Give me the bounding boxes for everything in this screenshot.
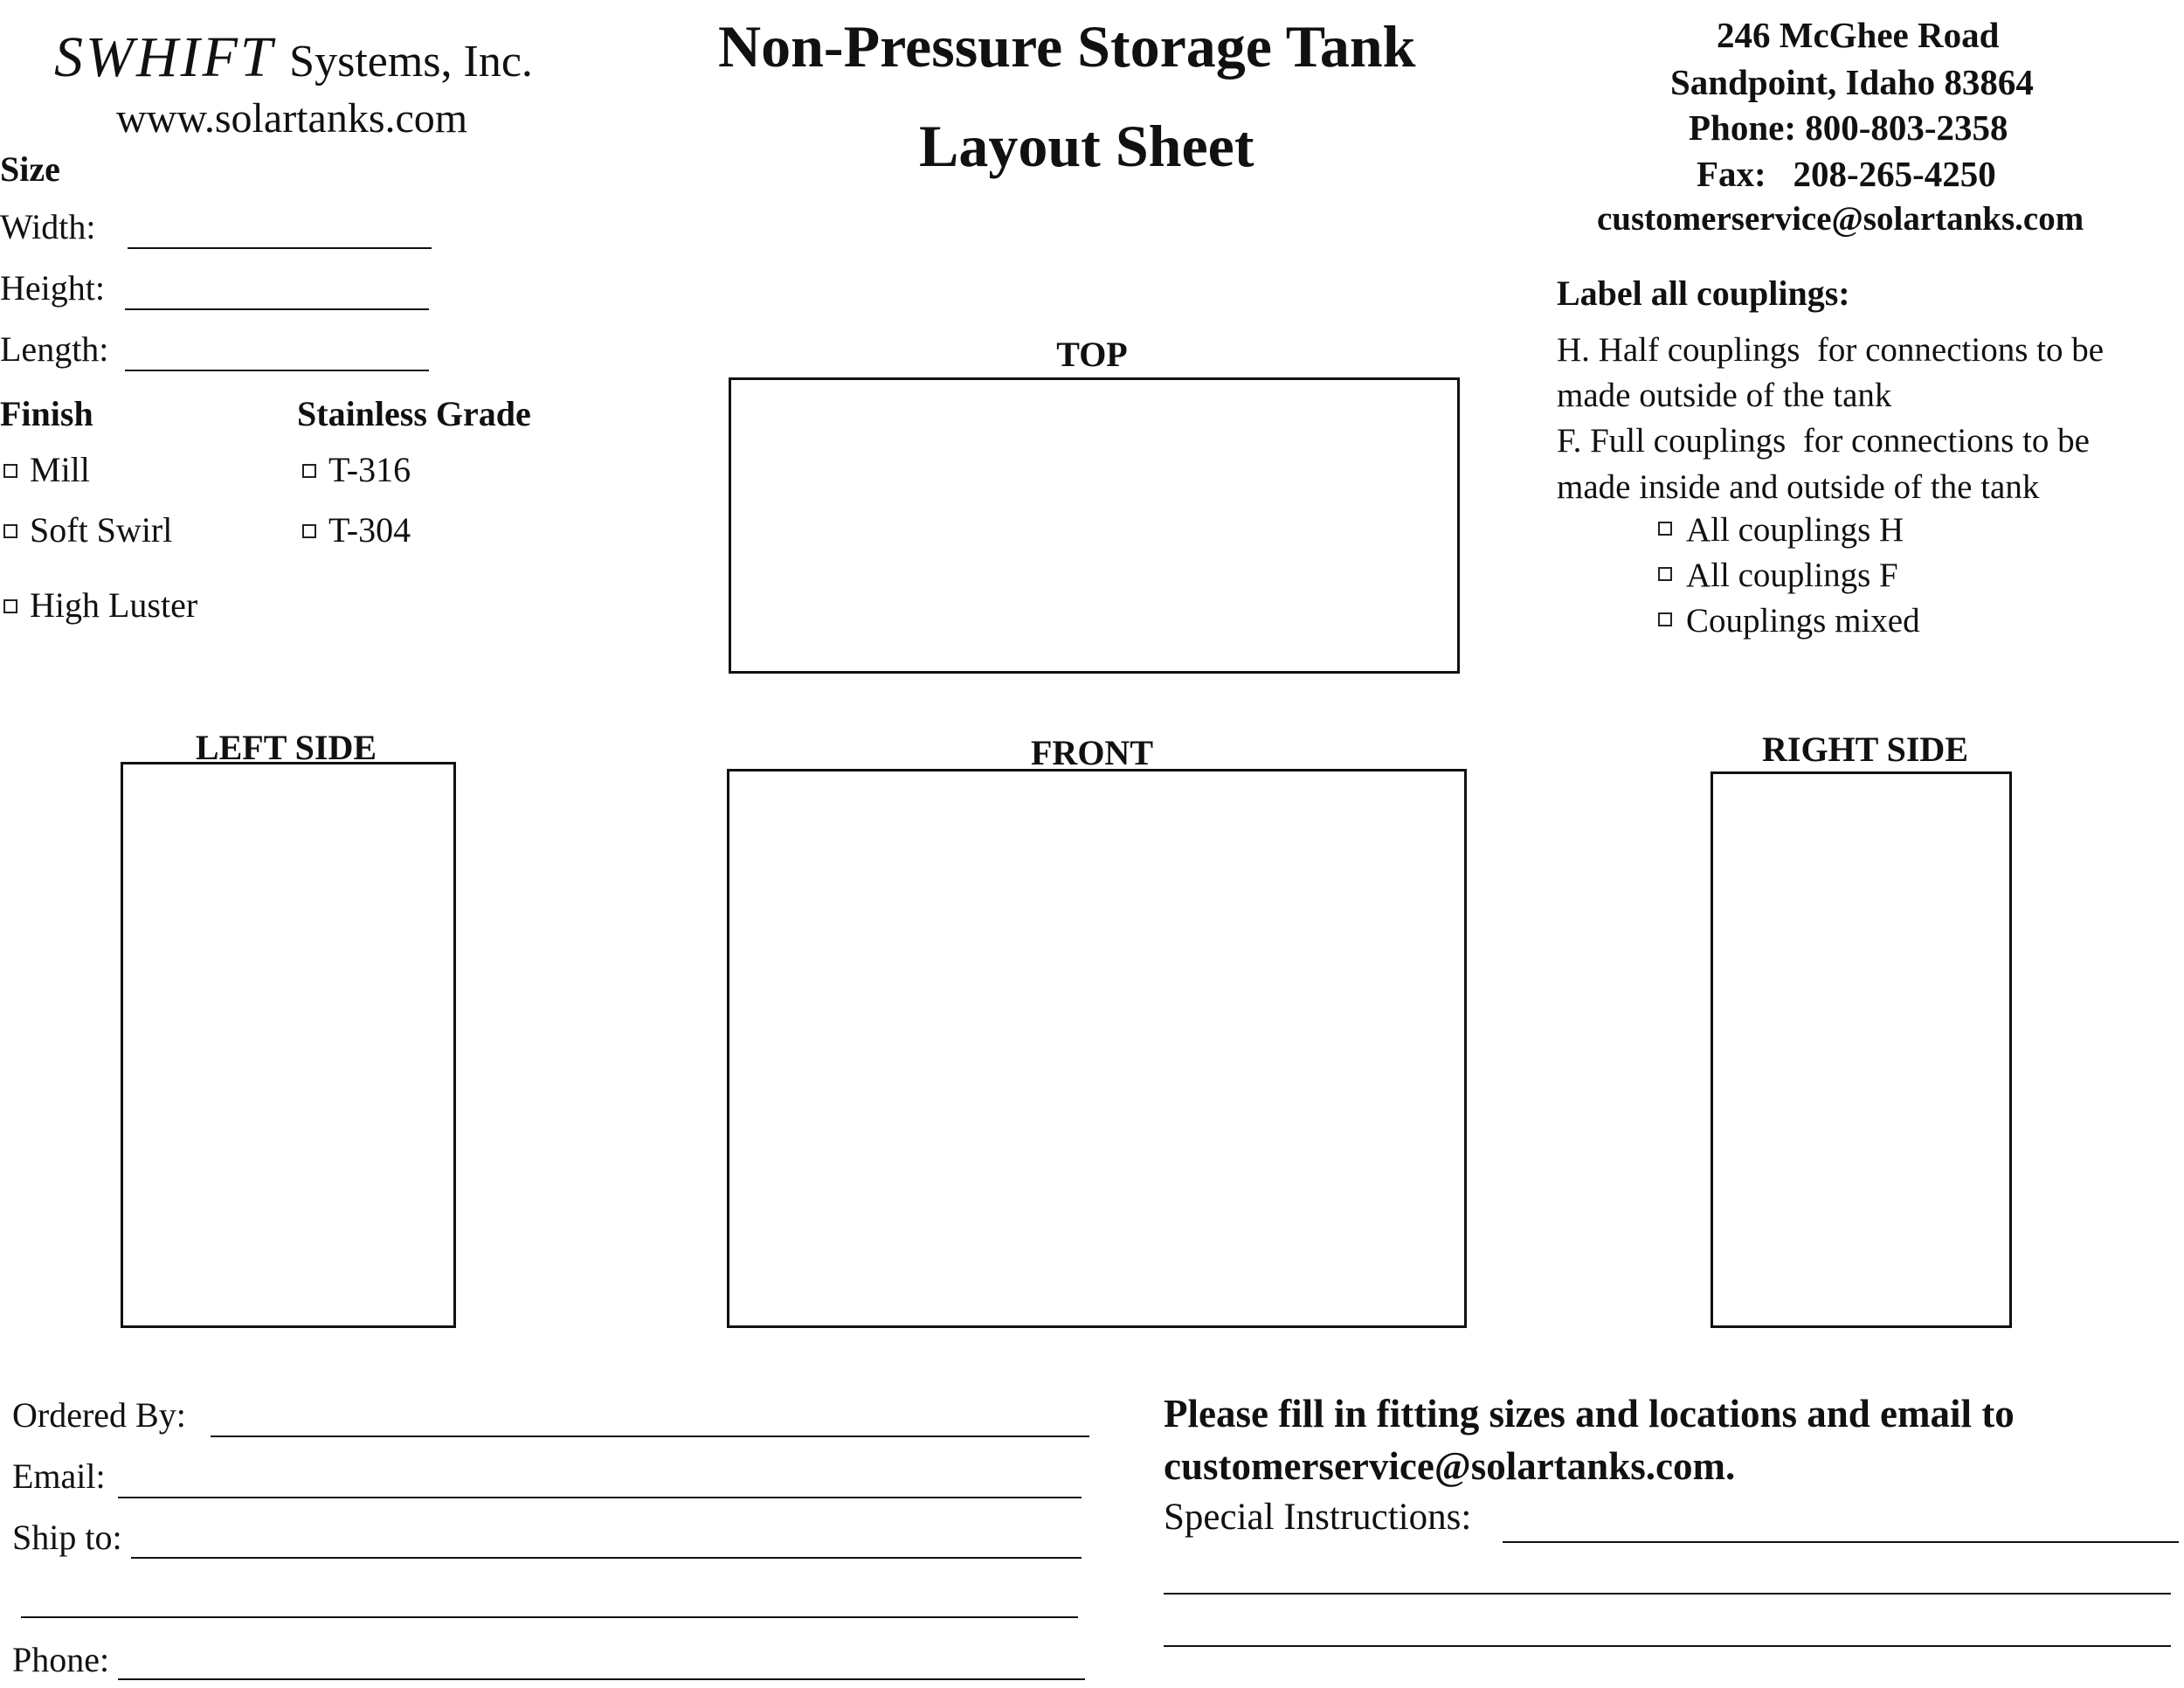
length-label: Length:	[0, 329, 109, 369]
special-instructions-line-2[interactable]	[1164, 1593, 2171, 1595]
ordered-by-field[interactable]	[211, 1435, 1089, 1437]
finish-high-luster-checkbox[interactable]	[3, 599, 17, 613]
finish-mill-checkbox[interactable]	[3, 464, 17, 478]
couplings-mixed-checkbox[interactable]	[1658, 612, 1672, 626]
height-field[interactable]	[125, 308, 429, 310]
address-city: Sandpoint, Idaho 83864	[1670, 62, 2034, 102]
finish-soft-swirl-checkbox[interactable]	[3, 524, 17, 538]
couplings-line-3: F. Full couplings for connections to be	[1557, 422, 2090, 460]
ship-to-field-line-2[interactable]	[21, 1616, 1078, 1618]
grade-t316-label: T-316	[328, 450, 411, 489]
right-side-view-box[interactable]	[1711, 771, 2012, 1328]
finish-high-luster-label: High Luster	[30, 585, 198, 625]
instructions-line-1: Please fill in fitting sizes and locations and email to	[1164, 1392, 2015, 1435]
couplings-line-2: made outside of the tank	[1557, 377, 1892, 414]
couplings-line-4: made inside and outside of the tank	[1557, 468, 2040, 506]
phone-label: Phone:	[12, 1640, 110, 1679]
instructions-line-2: customerservice@solartanks.com.	[1164, 1444, 1736, 1488]
height-label: Height:	[0, 268, 105, 308]
grade-heading: Stainless Grade	[297, 394, 531, 433]
front-view-label: FRONT	[1031, 733, 1153, 772]
special-instructions-label: Special Instructions:	[1164, 1497, 1472, 1538]
ship-to-label: Ship to:	[12, 1518, 122, 1557]
address-phone: Phone: 800-803-2358	[1689, 107, 2008, 148]
email-label: Email:	[12, 1456, 106, 1496]
couplings-line-1: H. Half couplings for connections to be	[1557, 331, 2105, 369]
grade-t304-checkbox[interactable]	[302, 524, 316, 538]
phone-field[interactable]	[118, 1678, 1085, 1680]
couplings-all-f-checkbox[interactable]	[1658, 567, 1672, 581]
company-website: www.solartanks.com	[116, 95, 468, 142]
company-name-rest: Systems, Inc.	[289, 37, 533, 86]
address-fax: Fax: 208-265-4250	[1697, 154, 1996, 194]
top-view-box[interactable]	[729, 377, 1460, 674]
length-field[interactable]	[125, 370, 429, 371]
special-instructions-field[interactable]	[1503, 1541, 2179, 1543]
top-view-label: TOP	[1056, 335, 1128, 374]
finish-heading: Finish	[0, 394, 93, 433]
email-field[interactable]	[118, 1497, 1082, 1498]
front-view-box[interactable]	[727, 769, 1467, 1328]
page-title: Non-Pressure Storage Tank	[718, 13, 1416, 80]
ship-to-field[interactable]	[131, 1557, 1082, 1559]
special-instructions-line-3[interactable]	[1164, 1645, 2171, 1647]
grade-t316-checkbox[interactable]	[302, 464, 316, 478]
right-side-view-label: RIGHT SIDE	[1761, 730, 1968, 769]
grade-t304-label: T-304	[328, 510, 411, 550]
left-side-view-label: LEFT SIDE	[195, 728, 377, 767]
left-side-view-box[interactable]	[121, 762, 456, 1328]
page-subtitle: Layout Sheet	[919, 113, 1254, 179]
width-label: Width:	[0, 207, 96, 246]
couplings-mixed-label: Couplings mixed	[1686, 602, 1920, 640]
couplings-all-f-label: All couplings F	[1686, 557, 1898, 594]
address-email: customerservice@solartanks.com	[1597, 200, 2084, 238]
finish-mill-label: Mill	[30, 450, 90, 489]
finish-soft-swirl-label: Soft Swirl	[30, 510, 173, 550]
width-field[interactable]	[128, 247, 432, 249]
couplings-heading: Label all couplings:	[1557, 273, 1850, 313]
couplings-all-h-label: All couplings H	[1686, 511, 1904, 549]
company-name	[54, 24, 533, 91]
address-street: 246 McGhee Road	[1717, 15, 2000, 55]
couplings-all-h-checkbox[interactable]	[1658, 522, 1672, 536]
ordered-by-label: Ordered By:	[12, 1395, 186, 1435]
company-name-italic: SWHIFT	[54, 25, 275, 89]
size-heading: Size	[0, 149, 60, 189]
